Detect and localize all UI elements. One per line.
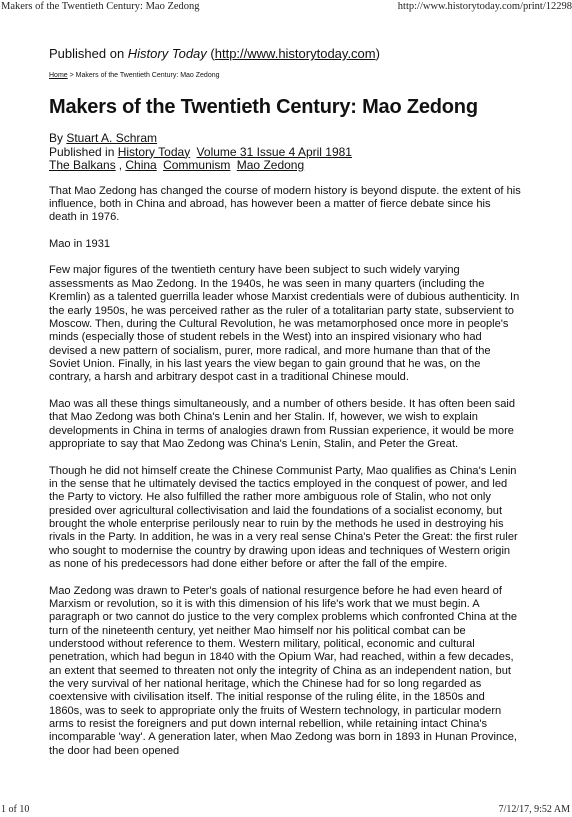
paren-open: ( [206, 46, 215, 61]
published-in-label: Published in [49, 144, 118, 159]
paragraph: Mao was all these things simultaneously, and a number of others beside. It has often been said that Mao Zedong was both China's Lenin and her Stalin. If, however, we wish to explain developments in China in terms of analogies drawn from Russian experience, it would be more appropriate to say that Mao Zedong was China's Lenin, Stalin, and Peter the Great. [49, 397, 516, 450]
publication-name: History Today [127, 46, 207, 61]
paragraph: Few major figures of the twentieth century have been subject to such widely varying assessments as Mao Zedong. In the 1940s, he was seen in many quarters (including the Kremlin) as a talented guerrilla leader whose Marxist credentials were of dubious authenticity. In the early 1950s, he was perceived rather as the ruler of a totalitarian party state, subservient to Moscow. Then, during the Cultural Revolution, he was metamorphosed once more in people's minds (especially those of student rebels in the West) into an inspired visionary who had devised a new pattern of socialism, purer, more radical, and more humane than that of the Soviet Union. Finally, in his last years the view began to gain ground that he was, on the contrary, a harsh and arbitrary despot cast in a traditional Chinese mould. [49, 264, 520, 384]
tag-link-balkans[interactable]: The Balkans [49, 158, 116, 172]
issue-link[interactable]: Volume 31 Issue 4 April 1981 [196, 144, 352, 159]
tag-link-china[interactable]: China [125, 158, 157, 172]
paragraph-intro: That Mao Zedong has changed the course of modern history is beyond dispute. the extent of his influence, both in China and abroad, has however been a matter of fierce debate since his death in 1976. [49, 184, 521, 224]
breadcrumb-separator: > [67, 72, 76, 79]
by-label: By [49, 131, 67, 145]
byline [49, 132, 521, 173]
page-title: Makers of the Twentieth Century: Mao Zedong [49, 96, 478, 118]
paragraph: Mao Zedong was drawn to Peter's goals of national resurgence before he had even heard of Marxism or revolution, so it is with this dimension of his life's work that we must begin. A paragraph or two cannot do justice to the very complex problems which confronted China at the turn of the nineteenth century, yet neither Mao himself nor his political combat can be understood without reference to them. Western military, political, economic and cultural penetration, which had begun in 1840 with the Opium War, had reached, within a few decades, an extent that seemed to threaten not only the integrity of China as an independent nation, but the very survival of her national heritage, which the Chinese had for so long regarded as coextensive with civilisation itself. The initial response of the ruling élite, in the 1850s and 1860s, was to seek to appropriate only the fruits of Western technology, in particular modern arms to resist the foreigners and put down internal rebellion, while retaining intact China's incomparable 'way'. A generation later, when Mao Zedong was born in 1893 in Hunan Province, the door had been opened [49, 584, 518, 757]
article-content [49, 45, 521, 771]
breadcrumb-current: Makers of the Twentieth Century: Mao Zedong [75, 72, 220, 79]
print-timestamp: 7/12/17, 9:52 AM [498, 804, 570, 815]
breadcrumb [49, 71, 521, 80]
image-caption: Mao in 1931 [49, 237, 111, 250]
publication-url-link[interactable]: http://www.historytoday.com [214, 46, 376, 61]
print-footer [0, 803, 572, 817]
breadcrumb-home-link[interactable]: Home [49, 72, 68, 79]
page-count: 1 of 10 [1, 804, 30, 815]
published-prefix: Published on [49, 46, 128, 61]
paragraph: Though he did not himself create the Chinese Communist Party, Mao qualifies as China's Lenin in the sense that he ultimately devised the tactics employed in the conquest of power, and led the Party to victory. He also fulfilled the rather more ambiguous role of Stalin, who not only presided over agricultural collectivisation and laid the foundations of a socialist economy, but brought the whole enterprise perilously near to ruin by the methods he used in destroying his rivals in the Party. In addition, he was in a very real sense China's Peter the Great: the first ruler who sought to modernise the country by drawing upon ideas and techniques of Western origin as none of his predecessors had done either before or after the fall of the empire. [49, 464, 518, 570]
published-on [49, 45, 521, 62]
article-body [49, 185, 521, 759]
tag-link-communism[interactable]: Communism [163, 158, 231, 172]
author-line [49, 132, 521, 146]
published-in-line [49, 146, 521, 160]
print-header [0, 0, 572, 14]
paren-close: ) [375, 46, 380, 61]
magazine-link[interactable]: History Today [117, 144, 191, 159]
print-header-title: Makers of the Twentieth Century: Mao Zedong [1, 1, 200, 12]
print-header-url: http://www.historytoday.com/print/12298 [397, 1, 572, 12]
tags-line: The Balkans , China Communism Mao Zedong [49, 158, 305, 172]
author-link[interactable]: Stuart A. Schram [66, 131, 158, 145]
tag-link-mao-zedong[interactable]: Mao Zedong [236, 158, 305, 172]
